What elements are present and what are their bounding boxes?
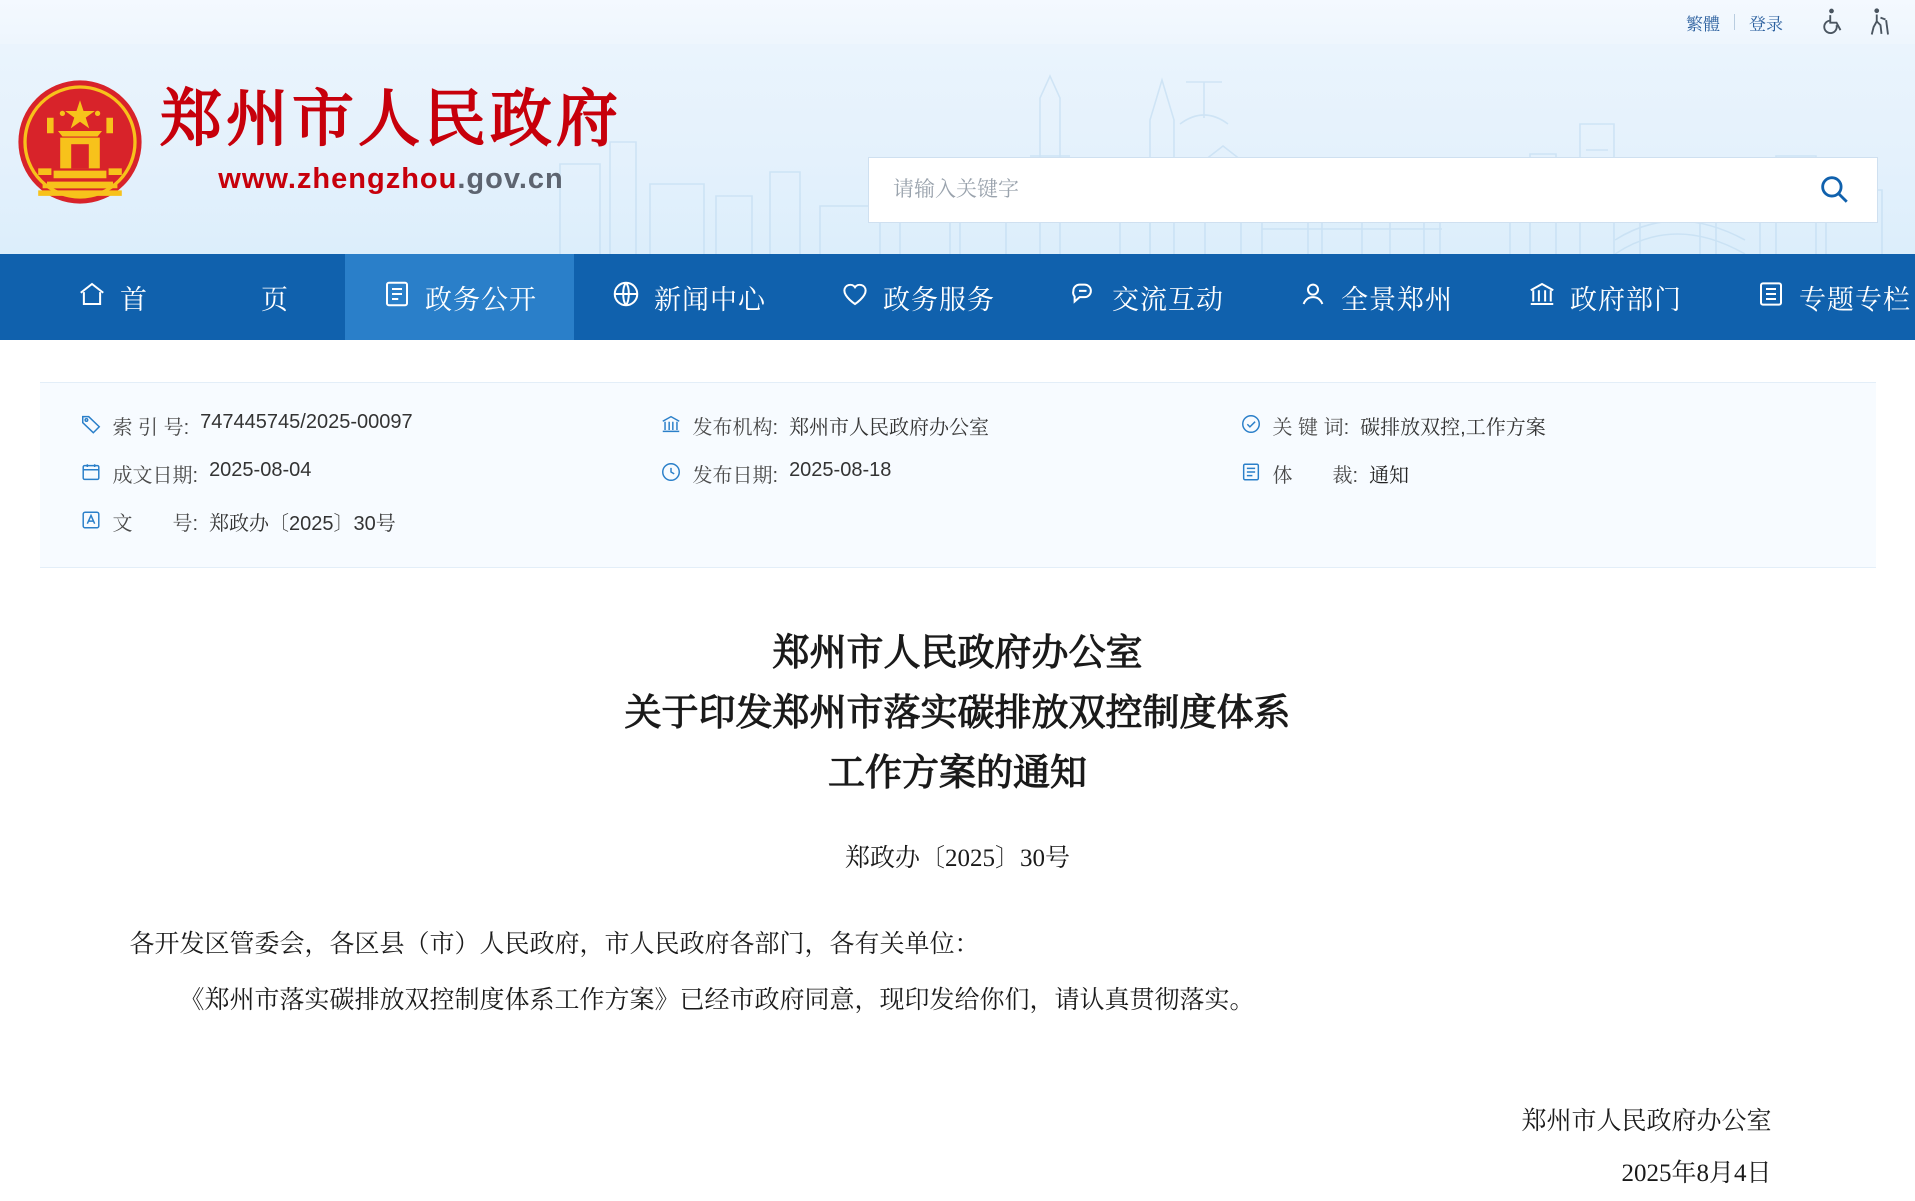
doc-paragraph-1: 《郑州市落实碳排放双控制度体系工作方案》已经市政府同意，现印发给你们，请认真贯彻落实。 [179, 986, 1255, 1014]
chat-icon [1069, 279, 1099, 316]
wheelchair-access-icon[interactable] [1819, 7, 1849, 37]
list-icon [1756, 279, 1786, 316]
login-link[interactable]: 登录 [1749, 14, 1783, 34]
nav-label: 政务服务 [883, 284, 995, 315]
nav-item-government-services[interactable] [803, 254, 1032, 340]
check-icon [1240, 413, 1262, 441]
search-icon [1817, 172, 1851, 209]
meta-key: 关 键 词: [1272, 417, 1350, 439]
meta-document-type [1240, 459, 1836, 489]
site-url [160, 163, 622, 196]
nav-item-government-disclosure[interactable] [345, 254, 574, 340]
search-button[interactable] [1791, 158, 1877, 222]
home-icon [77, 279, 107, 316]
nav-label: 新闻中心 [654, 284, 766, 315]
nav-label: 政务公开 [425, 284, 537, 315]
national-emblem [14, 76, 146, 208]
heart-icon [840, 279, 870, 316]
meta-value: 碳排放双控,工作方案 [1360, 417, 1546, 439]
meta-index-number [80, 411, 660, 441]
accessibility-icon-group [1819, 7, 1893, 37]
traditional-chinese-link[interactable]: 繁體 [1686, 14, 1720, 34]
nav-label: 交流互动 [1112, 284, 1224, 315]
meta-keywords [1240, 411, 1836, 441]
meta-value: 郑政办〔2025〕30号 [209, 513, 396, 535]
globe-icon [611, 279, 641, 316]
nav-label: 首 页 [120, 284, 308, 315]
meta-value: 2025-08-04 [209, 459, 312, 481]
meta-document-number [80, 507, 660, 537]
nav-item-home[interactable] [40, 254, 345, 340]
meta-value: 通知 [1369, 465, 1410, 487]
main-navigation [0, 254, 1915, 340]
style-icon [1240, 461, 1262, 489]
doc-paragraph-addressees: 各开发区管委会，各区县（市）人民政府，市人民政府各部门，各有关单位： [129, 930, 980, 958]
document-metadata-panel [40, 382, 1876, 568]
blind-assist-icon[interactable] [1863, 7, 1893, 37]
meta-key: 发布日期: [692, 465, 779, 487]
site-header [0, 44, 1915, 254]
doc-signature-block [130, 1096, 1786, 1201]
doc-content [130, 920, 1786, 1026]
nav-item-government-departments[interactable] [1490, 254, 1719, 340]
doc-title-line-1: 郑州市人民政府办公室 [772, 633, 1143, 674]
site-url-grey: .gov.cn [457, 162, 564, 195]
nav-label: 全景郑州 [1341, 284, 1453, 315]
doc-title-line-2: 关于印发郑州市落实碳排放双控制度体系 [624, 692, 1291, 734]
site-url-red: www.zhengzhou [218, 162, 458, 195]
nav-label: 专题专栏 [1799, 284, 1911, 315]
text-icon [80, 509, 102, 537]
bank-icon [1527, 279, 1557, 316]
meta-value: 郑州市人民政府办公室 [789, 417, 990, 439]
doc-signature: 郑州市人民政府办公室 [1521, 1107, 1772, 1135]
meta-publishing-agency [660, 411, 1240, 441]
doc-sign-date: 2025年8月4日 [1621, 1160, 1772, 1188]
site-title-cn: 郑州市人民政府 [160, 86, 623, 155]
calendar-icon [80, 461, 102, 489]
meta-key: 体 裁: [1272, 465, 1359, 487]
document-body [40, 624, 1876, 1201]
nav-item-special-columns[interactable] [1719, 254, 1915, 340]
nav-item-interaction[interactable] [1032, 254, 1261, 340]
meta-key: 文 号: [112, 513, 199, 535]
tag-icon [80, 413, 102, 441]
nav-item-news-center[interactable] [574, 254, 803, 340]
search-box[interactable] [868, 157, 1878, 223]
meta-value: 747445745/2025-00097 [200, 411, 413, 433]
meta-key: 索 引 号: [112, 417, 190, 439]
bank-icon [660, 413, 682, 441]
search-input[interactable] [869, 158, 1791, 222]
meta-published-date [660, 459, 1240, 489]
nav-label: 政府部门 [1570, 284, 1682, 315]
meta-value: 2025-08-18 [789, 459, 892, 481]
page-title [130, 624, 1786, 804]
utility-topbar [0, 0, 1915, 44]
doc-title-line-3: 工作方案的通知 [828, 752, 1087, 794]
meta-key: 发布机构: [692, 417, 779, 439]
doc-number-line: 郑政办〔2025〕30号 [844, 844, 1070, 872]
clock-icon [660, 461, 682, 489]
document-icon [382, 279, 412, 316]
nav-item-panorama-zhengzhou[interactable] [1261, 254, 1490, 340]
meta-drafted-date [80, 459, 660, 489]
meta-key: 成文日期: [112, 465, 199, 487]
site-title-block [160, 86, 622, 195]
panorama-icon [1298, 279, 1328, 316]
